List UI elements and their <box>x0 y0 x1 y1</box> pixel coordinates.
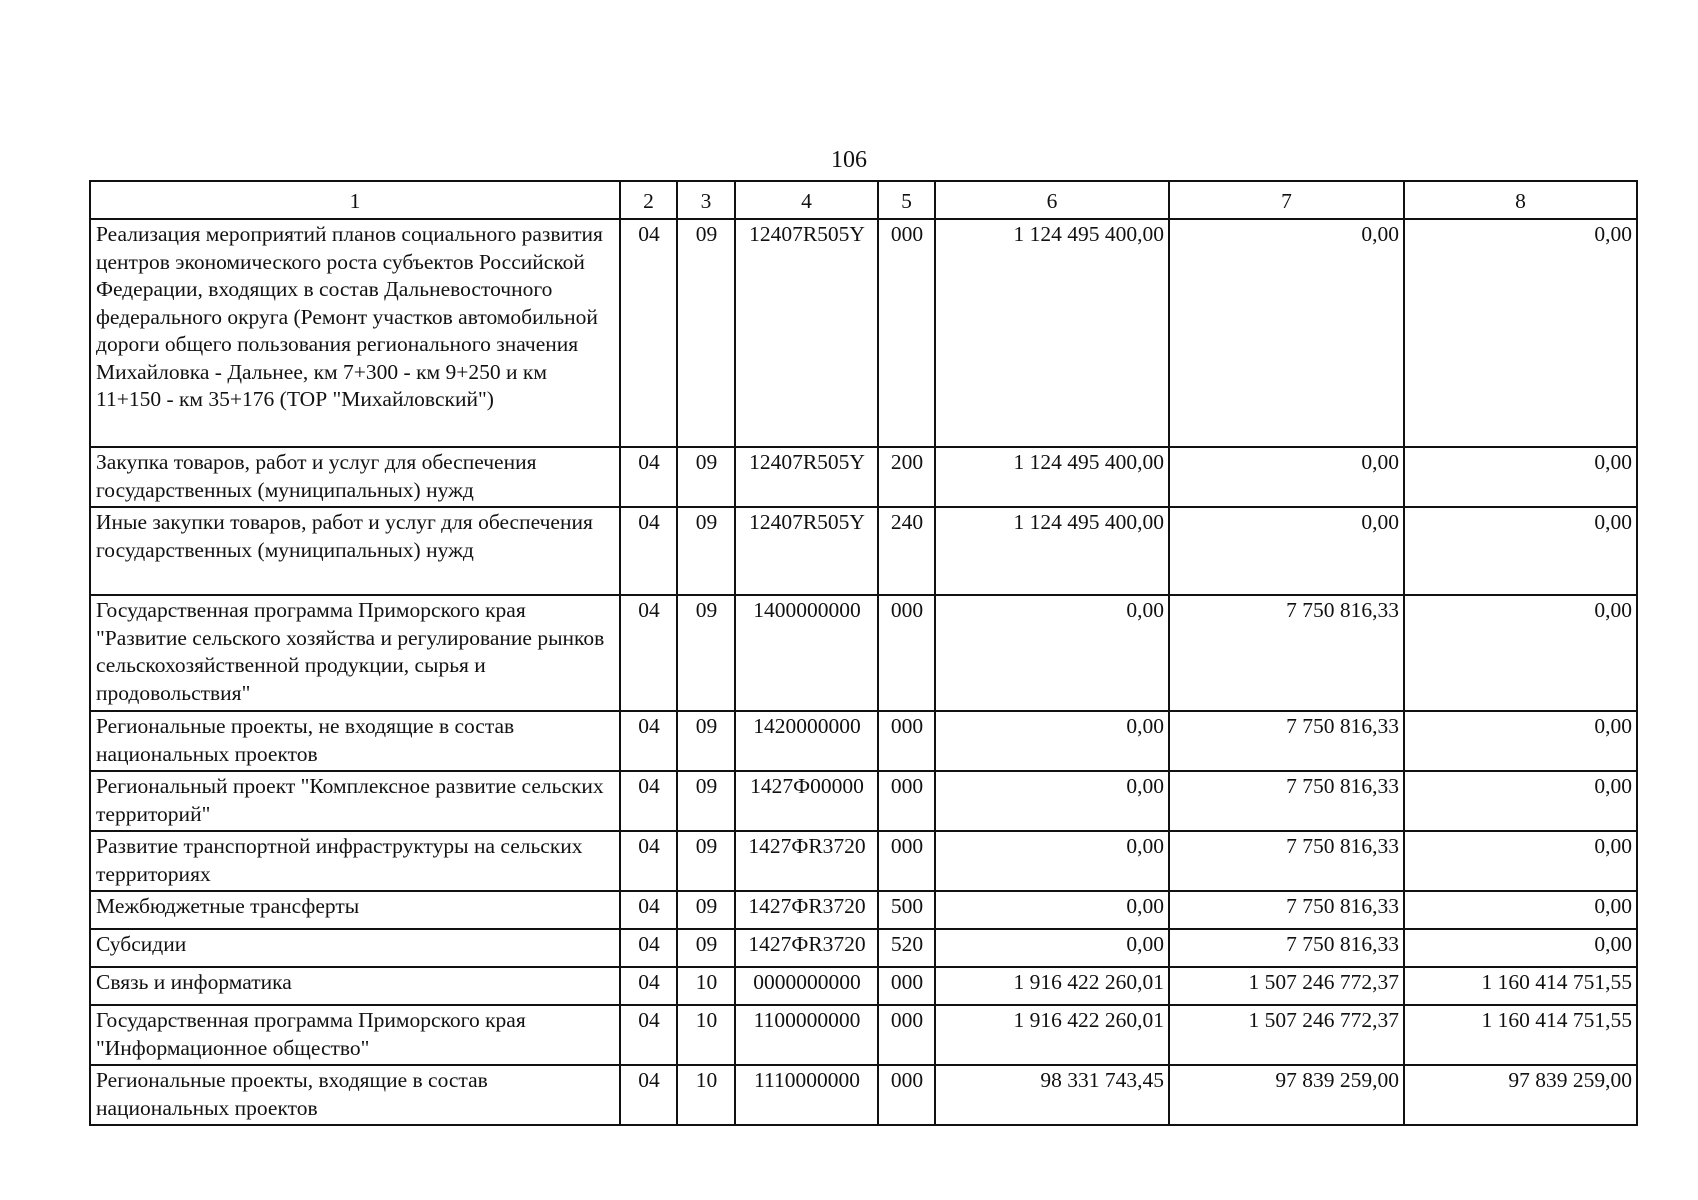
row-name: Связь и информатика <box>90 967 620 1005</box>
amount-col6: 0,00 <box>935 771 1169 831</box>
amount-col7: 1 507 246 772,37 <box>1169 967 1404 1005</box>
table-row <box>90 1065 1637 1125</box>
row-name: Региональные проекты, входящие в состав национальных проектов <box>90 1065 620 1125</box>
table-row <box>90 771 1637 831</box>
amount-col8: 0,00 <box>1404 219 1637 447</box>
section-code: 04 <box>620 1005 677 1065</box>
target-article-code: 1427Ф00000 <box>735 771 878 831</box>
amount-col8: 97 839 259,00 <box>1404 1065 1637 1125</box>
target-article-code: 1420000000 <box>735 711 878 771</box>
row-name: Государственная программа Приморского края "Информационное общество" <box>90 1005 620 1065</box>
column-header: 1 <box>90 181 620 219</box>
expense-type-code: 000 <box>878 831 935 891</box>
expense-type-code: 000 <box>878 219 935 447</box>
column-header: 6 <box>935 181 1169 219</box>
target-article-code: 0000000000 <box>735 967 878 1005</box>
row-name: Закупка товаров, работ и услуг для обеспечения государственных (муниципальных) нужд <box>90 447 620 507</box>
column-header: 5 <box>878 181 935 219</box>
amount-col6: 0,00 <box>935 891 1169 929</box>
subsection-code: 09 <box>677 595 735 711</box>
target-article-code: 12407R505Y <box>735 447 878 507</box>
expense-type-code: 500 <box>878 891 935 929</box>
amount-col7: 97 839 259,00 <box>1169 1065 1404 1125</box>
subsection-code: 09 <box>677 711 735 771</box>
target-article-code: 1427ФR3720 <box>735 929 878 967</box>
expense-type-code: 000 <box>878 1065 935 1125</box>
amount-col7: 7 750 816,33 <box>1169 711 1404 771</box>
table-row <box>90 447 1637 507</box>
section-code: 04 <box>620 891 677 929</box>
amount-col7: 7 750 816,33 <box>1169 929 1404 967</box>
amount-col6: 1 916 422 260,01 <box>935 1005 1169 1065</box>
row-name: Иные закупки товаров, работ и услуг для обеспечения государственных (муниципальных) нужд <box>90 507 620 595</box>
row-name: Развитие транспортной инфраструктуры на сельских территориях <box>90 831 620 891</box>
subsection-code: 09 <box>677 891 735 929</box>
section-code: 04 <box>620 929 677 967</box>
column-header: 2 <box>620 181 677 219</box>
section-code: 04 <box>620 967 677 1005</box>
target-article-code: 1427ФR3720 <box>735 891 878 929</box>
amount-col6: 0,00 <box>935 831 1169 891</box>
row-name: Межбюджетные трансферты <box>90 891 620 929</box>
expense-type-code: 200 <box>878 447 935 507</box>
amount-col7: 7 750 816,33 <box>1169 891 1404 929</box>
section-code: 04 <box>620 771 677 831</box>
expense-type-code: 000 <box>878 711 935 771</box>
row-name: Региональный проект "Комплексное развитие сельских территорий" <box>90 771 620 831</box>
budget-table <box>89 180 1638 1126</box>
amount-col6: 1 124 495 400,00 <box>935 219 1169 447</box>
section-code: 04 <box>620 595 677 711</box>
table-row <box>90 831 1637 891</box>
amount-col7: 7 750 816,33 <box>1169 831 1404 891</box>
row-name: Реализация мероприятий планов социального развития центров экономического роста субъектов Российской Федерации, входящих в состав Дальневосточного федерального округа (Ремонт участков автомобильной дороги общего пользования регионального значения Михайловка - Дальнее, км 7+300 - км 9+250 и км 11+150 - км 35+176 (ТОР "Михайловский") <box>90 219 620 447</box>
row-name: Региональные проекты, не входящие в состав национальных проектов <box>90 711 620 771</box>
expense-type-code: 000 <box>878 1005 935 1065</box>
row-name: Субсидии <box>90 929 620 967</box>
amount-col6: 1 124 495 400,00 <box>935 447 1169 507</box>
amount-col8: 0,00 <box>1404 447 1637 507</box>
target-article-code: 1427ФR3720 <box>735 831 878 891</box>
amount-col6: 0,00 <box>935 929 1169 967</box>
section-code: 04 <box>620 507 677 595</box>
amount-col8: 0,00 <box>1404 929 1637 967</box>
amount-col7: 1 507 246 772,37 <box>1169 1005 1404 1065</box>
table-row <box>90 507 1637 595</box>
amount-col8: 1 160 414 751,55 <box>1404 967 1637 1005</box>
amount-col6: 0,00 <box>935 595 1169 711</box>
amount-col8: 0,00 <box>1404 891 1637 929</box>
expense-type-code: 000 <box>878 967 935 1005</box>
subsection-code: 09 <box>677 219 735 447</box>
amount-col6: 1 916 422 260,01 <box>935 967 1169 1005</box>
amount-col7: 0,00 <box>1169 219 1404 447</box>
table-row <box>90 967 1637 1005</box>
target-article-code: 1110000000 <box>735 1065 878 1125</box>
amount-col7: 7 750 816,33 <box>1169 771 1404 831</box>
expense-type-code: 240 <box>878 507 935 595</box>
row-name: Государственная программа Приморского края "Развитие сельского хозяйства и регулирование рынков сельскохозяйственной продукции, сырья и продовольствия" <box>90 595 620 711</box>
amount-col6: 98 331 743,45 <box>935 1065 1169 1125</box>
section-code: 04 <box>620 1065 677 1125</box>
section-code: 04 <box>620 219 677 447</box>
target-article-code: 1100000000 <box>735 1005 878 1065</box>
amount-col7: 0,00 <box>1169 447 1404 507</box>
subsection-code: 09 <box>677 507 735 595</box>
table-row <box>90 929 1637 967</box>
column-header: 7 <box>1169 181 1404 219</box>
section-code: 04 <box>620 711 677 771</box>
subsection-code: 10 <box>677 967 735 1005</box>
target-article-code: 1400000000 <box>735 595 878 711</box>
expense-type-code: 000 <box>878 771 935 831</box>
column-header: 3 <box>677 181 735 219</box>
subsection-code: 09 <box>677 831 735 891</box>
subsection-code: 09 <box>677 447 735 507</box>
amount-col6: 1 124 495 400,00 <box>935 507 1169 595</box>
expense-type-code: 000 <box>878 595 935 711</box>
amount-col6: 0,00 <box>935 711 1169 771</box>
amount-col7: 0,00 <box>1169 507 1404 595</box>
table-row <box>90 219 1637 447</box>
subsection-code: 09 <box>677 929 735 967</box>
expense-type-code: 520 <box>878 929 935 967</box>
section-code: 04 <box>620 831 677 891</box>
amount-col8: 0,00 <box>1404 771 1637 831</box>
section-code: 04 <box>620 447 677 507</box>
amount-col8: 0,00 <box>1404 507 1637 595</box>
column-header: 8 <box>1404 181 1637 219</box>
target-article-code: 12407R505Y <box>735 219 878 447</box>
subsection-code: 09 <box>677 771 735 831</box>
amount-col8: 0,00 <box>1404 831 1637 891</box>
table-row <box>90 1005 1637 1065</box>
amount-col8: 0,00 <box>1404 595 1637 711</box>
column-header: 4 <box>735 181 878 219</box>
amount-col7: 7 750 816,33 <box>1169 595 1404 711</box>
amount-col8: 0,00 <box>1404 711 1637 771</box>
table-row <box>90 891 1637 929</box>
header-row <box>90 181 1637 219</box>
table-row <box>90 595 1637 711</box>
target-article-code: 12407R505Y <box>735 507 878 595</box>
subsection-code: 10 <box>677 1065 735 1125</box>
table-row <box>90 711 1637 771</box>
amount-col8: 1 160 414 751,55 <box>1404 1005 1637 1065</box>
page-number: 106 <box>831 147 867 173</box>
subsection-code: 10 <box>677 1005 735 1065</box>
